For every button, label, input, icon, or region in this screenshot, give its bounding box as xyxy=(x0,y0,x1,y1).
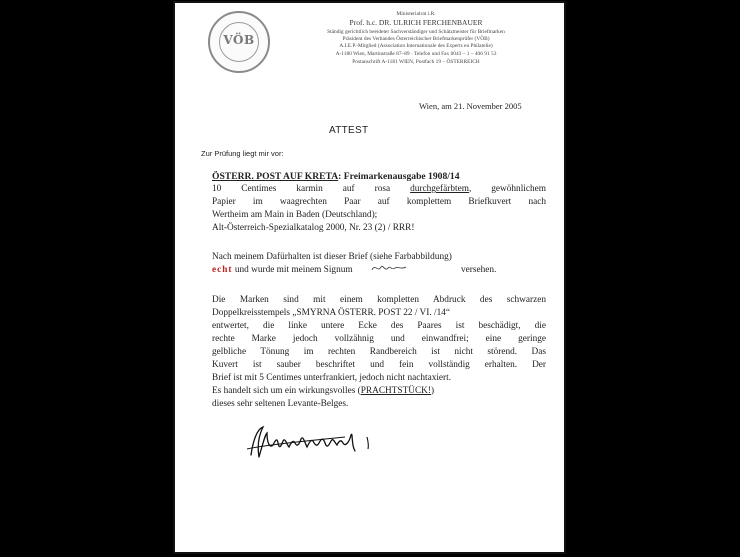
header-title-small: Ministerialrat i.R. xyxy=(396,11,436,17)
item-line-3: Wertheim am Main in Baden (Deutschland); xyxy=(212,210,378,220)
item-title-country: ÖSTERR. POST AUF KRETA xyxy=(212,171,339,182)
header-name: Prof. h.c. DR. ULRICH FERCHENBAUER xyxy=(349,18,483,27)
description-line-8a: Es handelt sich um ein wirkungsvolles ( xyxy=(212,386,361,396)
header-line-2: Präsident des Verbandes Österreichischer Briefmarkenprüfer (VÖB) xyxy=(342,36,490,42)
prachtstueck-text: PRACHTSTÜCK! xyxy=(360,386,431,396)
item-line-1-underlined: durchgefärbtem xyxy=(410,184,469,194)
item-line-4: Alt-Österreich-Spezialkatalog 2000, Nr. 23 (2) / RRR! xyxy=(212,223,415,233)
item-line-2: Papier im waagrechten Paar auf komplettem Briefkuvert nach xyxy=(212,197,546,207)
date-line: Wien, am 21. November 2005 xyxy=(419,101,522,111)
header-line-3: A.I.E.P.-Mitglied (Association Internationale des Experts en Philatelie) xyxy=(339,43,493,49)
voeb-seal-logo xyxy=(208,11,270,73)
echt-word: echt xyxy=(212,265,233,275)
opinion-versehen: versehen. xyxy=(461,265,497,275)
item-line-1 xyxy=(212,184,546,194)
header-line-4: A-1180 Wien, Martinstraße 87–89 · Telefon und Fax 0043 – 1 – 406 91 53 xyxy=(335,51,497,57)
expert-signature xyxy=(245,423,385,463)
item-title xyxy=(212,171,460,182)
description-line-5: gelbliche Tönung im rechten Randbereich ist nicht störend. Das xyxy=(212,347,546,357)
description-line-8b: ) xyxy=(431,386,435,396)
opinion-line-2 xyxy=(212,265,353,275)
description-line-6: Kuvert ist sauber beschriftet und fein vollständig erhalten. Der xyxy=(212,360,546,370)
intro-text: Zur Prüfung liegt mir vor: xyxy=(201,149,284,158)
seal-lettering: VÖB xyxy=(223,33,255,47)
item-line-1a: 10 Centimes karmin auf rosa xyxy=(212,184,391,194)
attest-heading: ATTEST xyxy=(329,125,369,136)
description-line-8 xyxy=(212,386,434,396)
description-line-4: rechte Marke jedoch vollzähnig und einwandfrei; eine geringe xyxy=(212,334,546,344)
header-line-1: Ständig gerichtlich beeideter Sachverständiger und Schätzmeister für Briefmarken xyxy=(327,29,505,35)
opinion-line-2-text: und wurde mit meinem Signum xyxy=(234,265,353,275)
description-line-1: Die Marken sind mit einem kompletten Abdruck des schwarzen xyxy=(212,295,546,305)
item-title-issue: : Freimarkenausgabe 1908/14 xyxy=(338,171,460,182)
certificate-page xyxy=(173,1,566,554)
description-line-2: Doppelkreisstempels „SMYRNA ÖSTERR. POST 22 / VI. /14“ xyxy=(212,308,451,318)
item-line-1b: , gewöhnlichem xyxy=(468,184,547,194)
opinion-line-1: Nach meinem Dafürhalten ist dieser Brief (siehe Farbabbildung) xyxy=(212,252,452,262)
description-line-9: dieses sehr seltenen Levante-Belges. xyxy=(212,399,349,409)
description-line-7: Brief ist mit 5 Centimes unterfrankiert, jedoch nicht nachtaxiert. xyxy=(212,373,452,383)
header-line-5: Postanschrift A-1181 WIEN, Postfach 19 – ÖSTERREICH xyxy=(352,59,480,65)
description-line-3: entwertet, die linke untere Ecke des Paares ist beschädigt, die xyxy=(212,321,546,331)
small-signum-signature xyxy=(370,261,410,275)
